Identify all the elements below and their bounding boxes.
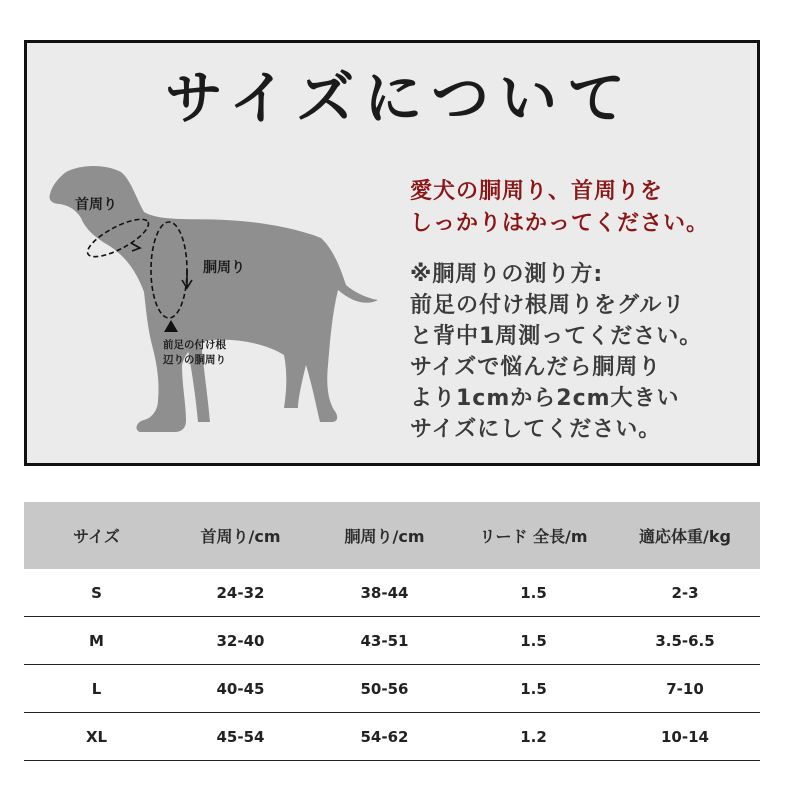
cell-neck: 24-32 <box>169 569 312 617</box>
page-title: サイズについて <box>164 64 636 132</box>
cell-size: XL <box>24 713 169 761</box>
cell-body: 38-44 <box>312 569 457 617</box>
instruction-line: より1cmから2cm大きい <box>410 386 680 411</box>
instruction-line: 前足の付け根周りをグルリ <box>410 293 686 318</box>
headline-line: しっかりはかってください。 <box>410 211 710 236</box>
front-leg-note-line: 前足の付け根 <box>163 339 226 351</box>
cell-body: 43-51 <box>312 617 457 665</box>
header-lead-length: リード 全長/m <box>457 502 610 569</box>
cell-weight: 10-14 <box>610 713 760 761</box>
header-size: サイズ <box>24 502 169 569</box>
triangle-up-icon <box>164 320 178 332</box>
cell-lead: 1.5 <box>457 665 610 713</box>
cell-size: L <box>24 665 169 713</box>
header-weight: 適応体重/kg <box>610 502 760 569</box>
table-row <box>24 617 760 665</box>
cell-lead: 1.2 <box>457 713 610 761</box>
cell-lead: 1.5 <box>457 569 610 617</box>
cell-body: 50-56 <box>312 665 457 713</box>
measurement-instructions <box>410 259 760 445</box>
instruction-line: ※胴周りの測り方: <box>410 262 604 287</box>
cell-body: 54-62 <box>312 713 457 761</box>
headline-line: 愛犬の胴周り、首周りを <box>410 179 664 204</box>
cell-weight: 7-10 <box>610 665 760 713</box>
table-row <box>24 569 760 617</box>
cell-lead: 1.5 <box>457 617 610 665</box>
front-leg-note-line: 辺りの胴周り <box>163 354 226 366</box>
front-leg-note <box>163 338 253 368</box>
cell-neck: 45-54 <box>169 713 312 761</box>
neck-label: 首周り <box>75 197 117 213</box>
size-chart-table <box>24 502 760 761</box>
table-header-row <box>24 502 760 569</box>
instruction-line: サイズで悩んだら胴周り <box>410 355 662 380</box>
measure-headline <box>410 176 760 240</box>
body-label: 胴周り <box>203 260 245 276</box>
cell-neck: 40-45 <box>169 665 312 713</box>
header-neck: 首周り/cm <box>169 502 312 569</box>
table-row <box>24 713 760 761</box>
table-row <box>24 665 760 713</box>
cell-size: M <box>24 617 169 665</box>
instruction-line: と背中1周測ってください。 <box>410 324 703 349</box>
cell-size: S <box>24 569 169 617</box>
instruction-line: サイズにしてください。 <box>410 417 662 442</box>
cell-neck: 32-40 <box>169 617 312 665</box>
cell-weight: 2-3 <box>610 569 760 617</box>
cell-weight: 3.5-6.5 <box>610 617 760 665</box>
header-body: 胴周り/cm <box>312 502 457 569</box>
